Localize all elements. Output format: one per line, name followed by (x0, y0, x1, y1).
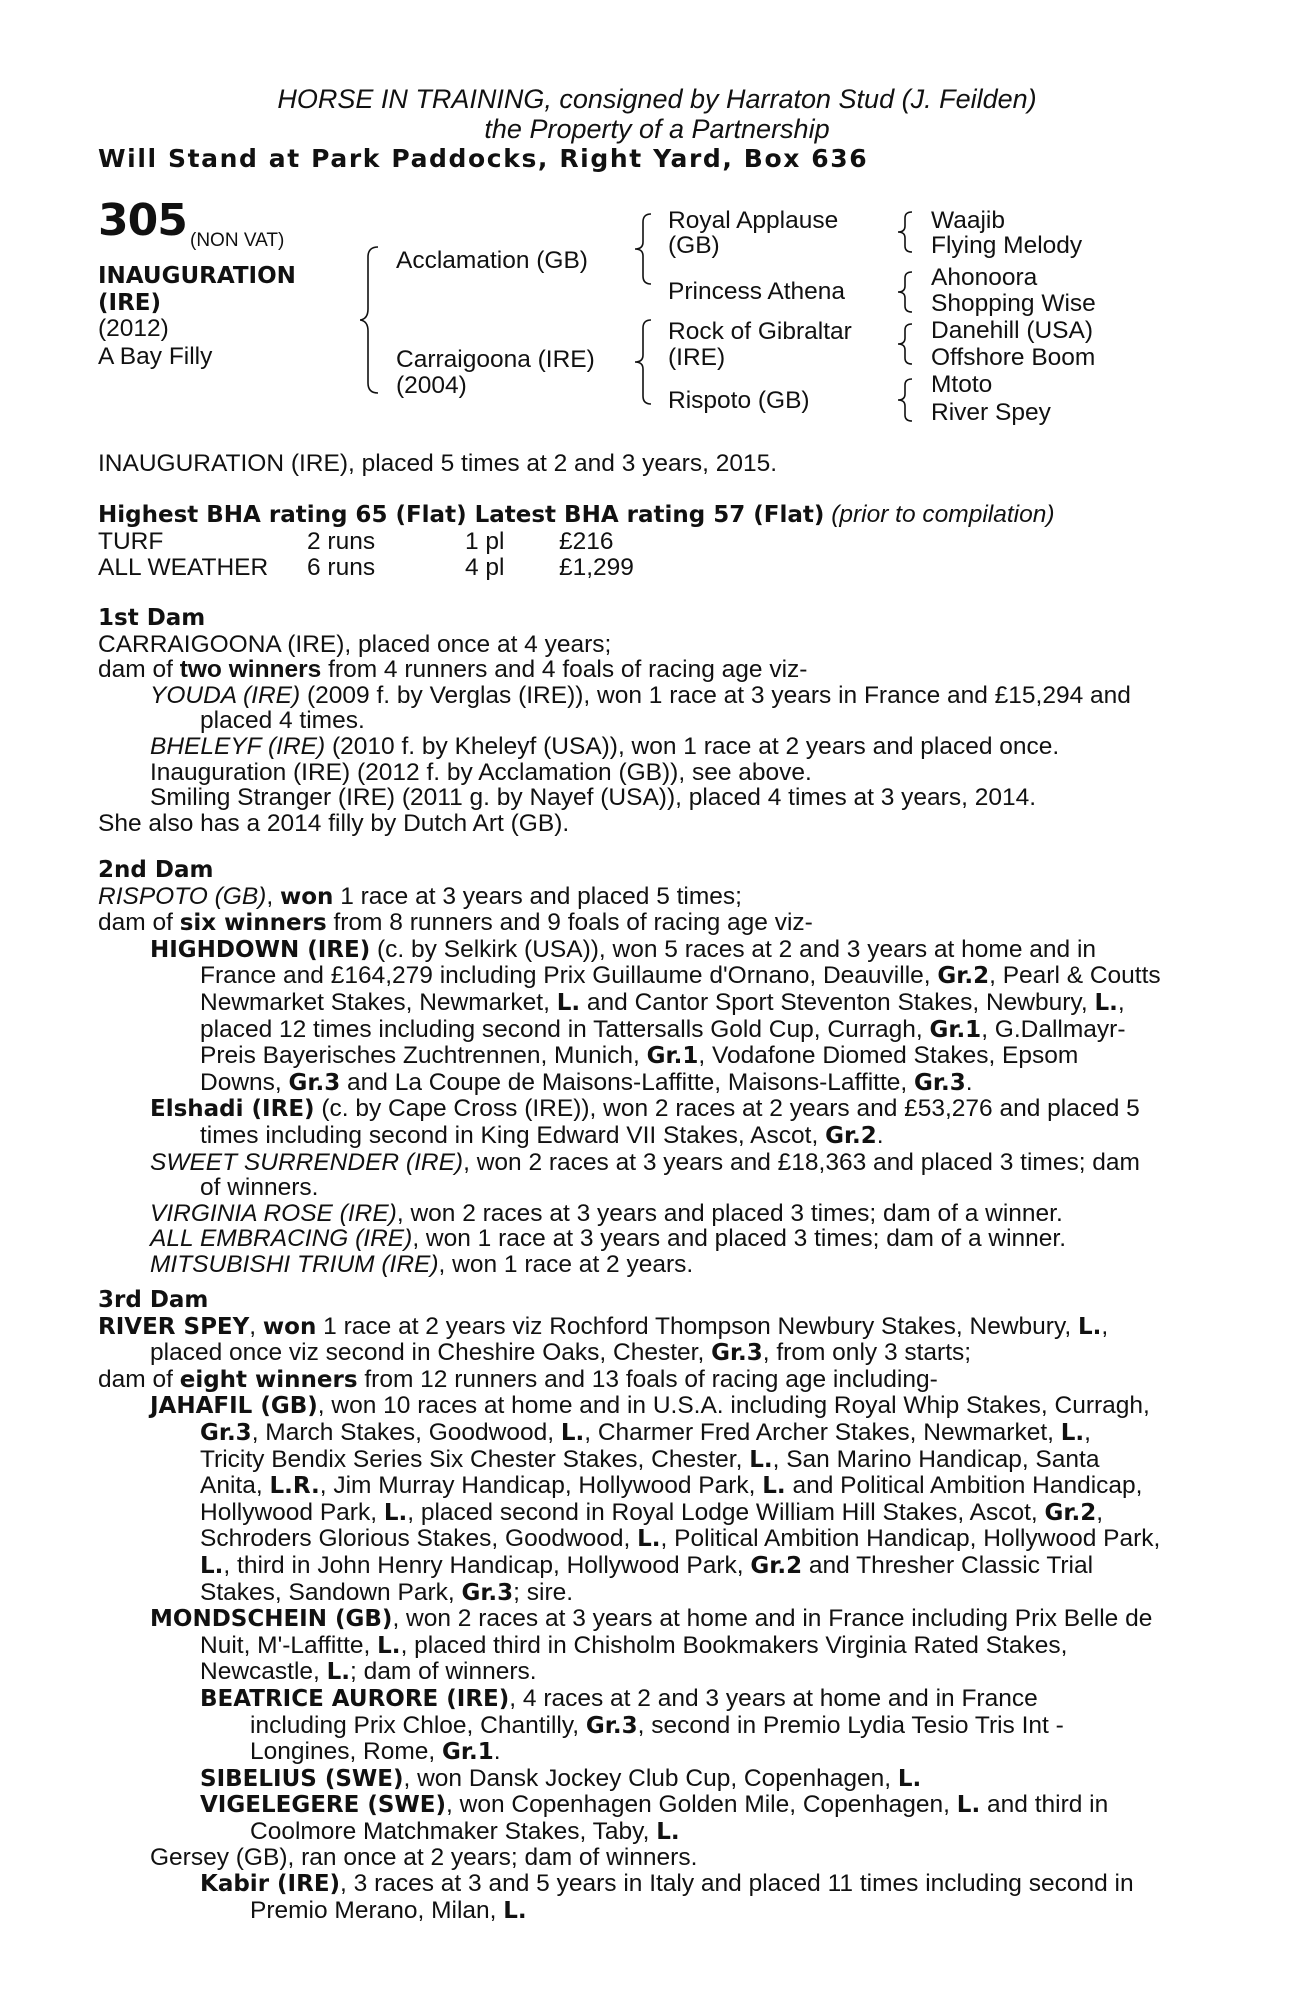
surface-label: ALL WEATHER (98, 554, 269, 581)
river-spey-cont: placed once viz second in Cheshire Oaks, Chester, Gr.3, from only 3 starts; (150, 1339, 972, 1367)
vat-status: (NON VAT) (190, 230, 285, 251)
kabir: Kabir (IRE), 3 races at 3 and 5 years in Italy and placed 11 times including second in (200, 1870, 1134, 1898)
gersey: Gersey (GB), ran once at 2 years; dam of winners. (150, 1844, 698, 1872)
beatrice-aurore-cont: Longines, Rome, Gr.1. (250, 1738, 501, 1766)
pedigree-sire-dam: Princess Athena (668, 278, 846, 305)
virginia-rose: VIRGINIA ROSE (IRE), won 2 races at 3 years and placed 3 times; dam of a winner. (150, 1199, 1063, 1227)
bha-rating (98, 502, 1055, 529)
jahafil-cont: Hollywood Park, L., placed second in Royal Lodge William Hill Stakes, Ascot, Gr.2, (200, 1498, 1104, 1526)
first-dam-produce: dam of two winners from 4 runners and 4 foals of racing age viz- (98, 656, 808, 684)
beatrice-aurore-cont: including Prix Chloe, Chantilly, Gr.3, second in Premio Lydia Tesio Tris Int - (250, 1711, 1064, 1739)
race-summary: INAUGURATION (IRE), placed 5 times at 2 and 3 years, 2015. (98, 450, 778, 477)
surface-label: TURF (98, 528, 164, 555)
pedigree-sdd: Shopping Wise (931, 290, 1096, 317)
brace-sd (898, 270, 918, 314)
horse-name: INAUGURATION (98, 263, 296, 289)
pedigree-sire-sire: Royal Applause (668, 207, 839, 234)
pedigree-dam-year: (2004) (396, 372, 467, 399)
brace-dd (898, 377, 918, 423)
pedigree-sire: Acclamation (GB) (396, 247, 588, 274)
sweet-surrender: SWEET SURRENDER (IRE), won 2 races at 3 years and £18,363 and placed 3 times; dam (150, 1148, 1140, 1176)
produce-smiling-stranger: Smiling Stranger (IRE) (2011 g. by Nayef (USA)), placed 4 times at 3 years, 2014. (150, 784, 1037, 812)
pedigree-dam-dam: Rispoto (GB) (668, 387, 810, 414)
pedigree-sds: Ahonoora (931, 264, 1038, 291)
produce-bheleyf: BHELEYF (IRE) (2010 f. by Kheleyf (USA)), won 1 race at 2 years and placed once. (150, 732, 1060, 760)
jahafil: JAHAFIL (GB), won 10 races at home and in U.S.A. including Royal Whip Stakes, Curragh, (150, 1392, 1150, 1420)
highdown-cont: placed 12 times including second in Tattersalls Gold Cup, Curragh, Gr.1, G.Dallmayr- (200, 1015, 1126, 1043)
produce-2014-filly: She also has a 2014 filly by Dutch Art (GB). (98, 809, 570, 837)
highdown-cont: Downs, Gr.3 and La Coupe de Maisons-Laffitte, Maisons-Laffitte, Gr.3. (200, 1068, 973, 1096)
pedigree-dam-sire-country: (IRE) (668, 344, 726, 371)
header-line-1: HORSE IN TRAINING, consigned by Harraton Stud (J. Feilden) (277, 84, 1037, 114)
highdown: HIGHDOWN (IRE) (c. by Selkirk (USA)), won 5 races at 2 and 3 years at home and in (150, 935, 1097, 963)
sweet-surrender-cont: of winners. (200, 1174, 319, 1202)
produce-youda: YOUDA (IRE) (2009 f. by Verglas (IRE)), won 1 race at 3 years in France and £15,294 and (150, 681, 1131, 709)
highdown-cont: Preis Bayerisches Zuchtrennen, Munich, Gr.1, Vodafone Diomed Stakes, Epsom (200, 1042, 1079, 1070)
brace-ss (898, 210, 918, 254)
vigelegere-cont: Coolmore Matchmaker Stakes, Taby, L. (250, 1817, 680, 1845)
jahafil-cont: Anita, L.R., Jim Murray Handicap, Hollywood Park, L. and Political Ambition Handicap, (200, 1472, 1143, 1500)
pedigree-brace-main (360, 245, 390, 395)
jahafil-cont: L., third in John Henry Handicap, Hollywood Park, Gr.2 and Thresher Classic Trial (200, 1551, 1094, 1579)
pedigree-dam-sire: Rock of Gibraltar (668, 318, 852, 345)
all-embracing: ALL EMBRACING (IRE), won 1 race at 3 years and placed 3 times; dam of a winner. (150, 1225, 1067, 1253)
jahafil-cont: Schroders Glorious Stakes, Goodwood, L., Political Ambition Handicap, Hollywood Park, (200, 1525, 1161, 1553)
second-dam-produce: dam of six winners from 8 runners and 9 foals of racing age viz- (98, 909, 813, 937)
surface-prize: £1,299 (559, 554, 634, 581)
highdown-cont: Newmarket Stakes, Newmarket, L. and Cantor Sport Steventon Stakes, Newbury, L., (200, 988, 1125, 1016)
mondschein: MONDSCHEIN (GB), won 2 races at 3 years at home and in France including Prix Belle de (150, 1605, 1153, 1633)
produce-inauguration: Inauguration (IRE) (2012 f. by Acclamation (GB)), see above. (150, 758, 812, 786)
bha-rating-note: (prior to compilation) (831, 501, 1055, 528)
surface-prize: £216 (559, 528, 614, 555)
elshadi: Elshadi (IRE) (c. by Cape Cross (IRE)), won 2 races at 2 years and £53,276 and placed 5 (150, 1095, 1140, 1123)
produce-youda-cont: placed 4 times. (200, 707, 365, 735)
lot-number: 305 (98, 195, 187, 246)
header-line-2: the Property of a Partnership (484, 114, 830, 144)
vigelegere: VIGELEGERE (SWE), won Copenhagen Golden Mile, Copenhagen, L. and third in (200, 1791, 1109, 1819)
mondschein-cont: Nuit, M'-Laffitte, L., placed third in Chisholm Bookmakers Virginia Rated Stakes, (200, 1631, 1068, 1659)
kabir-cont: Premio Merano, Milan, L. (250, 1896, 527, 1924)
surface-placed: 1 pl (465, 528, 505, 555)
second-dam-line: RISPOTO (GB), won 1 race at 3 years and placed 5 times; (98, 882, 742, 910)
river-spey: RIVER SPEY, won 1 race at 2 years viz Rochford Thompson Newbury Stakes, Newbury, L., (98, 1312, 1109, 1340)
pedigree-ssd: Flying Melody (931, 232, 1083, 259)
pedigree-sss: Waajib (931, 207, 1005, 234)
pedigree-dam: Carraigoona (IRE) (396, 346, 595, 373)
pedigree-brace-dam (635, 318, 657, 406)
first-dam-heading: 1st Dam (98, 605, 206, 631)
surface-placed: 4 pl (465, 554, 505, 581)
third-dam-heading: 3rd Dam (98, 1287, 209, 1313)
highdown-cont: France and £164,279 including Prix Guillaume d'Ornano, Deauville, Gr.2, Pearl & Coutts (200, 962, 1161, 990)
bha-rating-text: Highest BHA rating 65 (Flat) Latest BHA rating 57 (Flat) (98, 502, 825, 528)
pedigree-dss: Danehill (USA) (931, 317, 1094, 344)
horse-description: A Bay Filly (98, 343, 213, 370)
second-dam-heading: 2nd Dam (98, 857, 214, 883)
mondschein-cont: Newcastle, L.; dam of winners. (200, 1658, 537, 1686)
first-dam-section (98, 606, 1203, 836)
pedigree-brace-sire (635, 212, 657, 286)
third-dam-section (98, 1288, 1203, 1924)
surface-runs: 6 runs (307, 554, 376, 581)
brace-ds (898, 322, 918, 366)
foaling-year: (2012) (98, 315, 169, 342)
third-dam-produce: dam of eight winners from 12 runners and 13 foals of racing age including- (98, 1365, 938, 1393)
beatrice-aurore: BEATRICE AURORE (IRE), 4 races at 2 and 3 years at home and in France (200, 1684, 1038, 1712)
jahafil-cont: Stakes, Sandown Park, Gr.3; sire. (200, 1578, 574, 1606)
elshadi-cont: times including second in King Edward VII Stakes, Ascot, Gr.2. (200, 1121, 884, 1149)
jahafil-cont: Gr.3, March Stakes, Goodwood, L., Charmer Fred Archer Stakes, Newmarket, L., (200, 1418, 1091, 1446)
horse-country: (IRE) (98, 290, 162, 316)
stand-location: Will Stand at Park Paddocks, Right Yard, Box 636 (98, 144, 869, 173)
surface-runs: 2 runs (307, 528, 376, 555)
pedigree-sire-sire-country: (GB) (668, 232, 720, 259)
pedigree-dds: Mtoto (931, 371, 993, 398)
first-dam-line: CARRAIGOONA (IRE), placed once at 4 years; (98, 630, 612, 658)
sibelius: SIBELIUS (SWE), won Dansk Jockey Club Cup, Copenhagen, L. (200, 1764, 922, 1792)
second-dam-section (98, 858, 1203, 1278)
jahafil-cont: Tricity Bendix Series Six Chester Stakes, Chester, L., San Marino Handicap, Santa (200, 1445, 1100, 1473)
pedigree-ddd: River Spey (931, 399, 1051, 426)
pedigree-dsd: Offshore Boom (931, 344, 1096, 371)
mitsubishi-trium: MITSUBISHI TRIUM (IRE), won 1 race at 2 years. (150, 1250, 694, 1278)
